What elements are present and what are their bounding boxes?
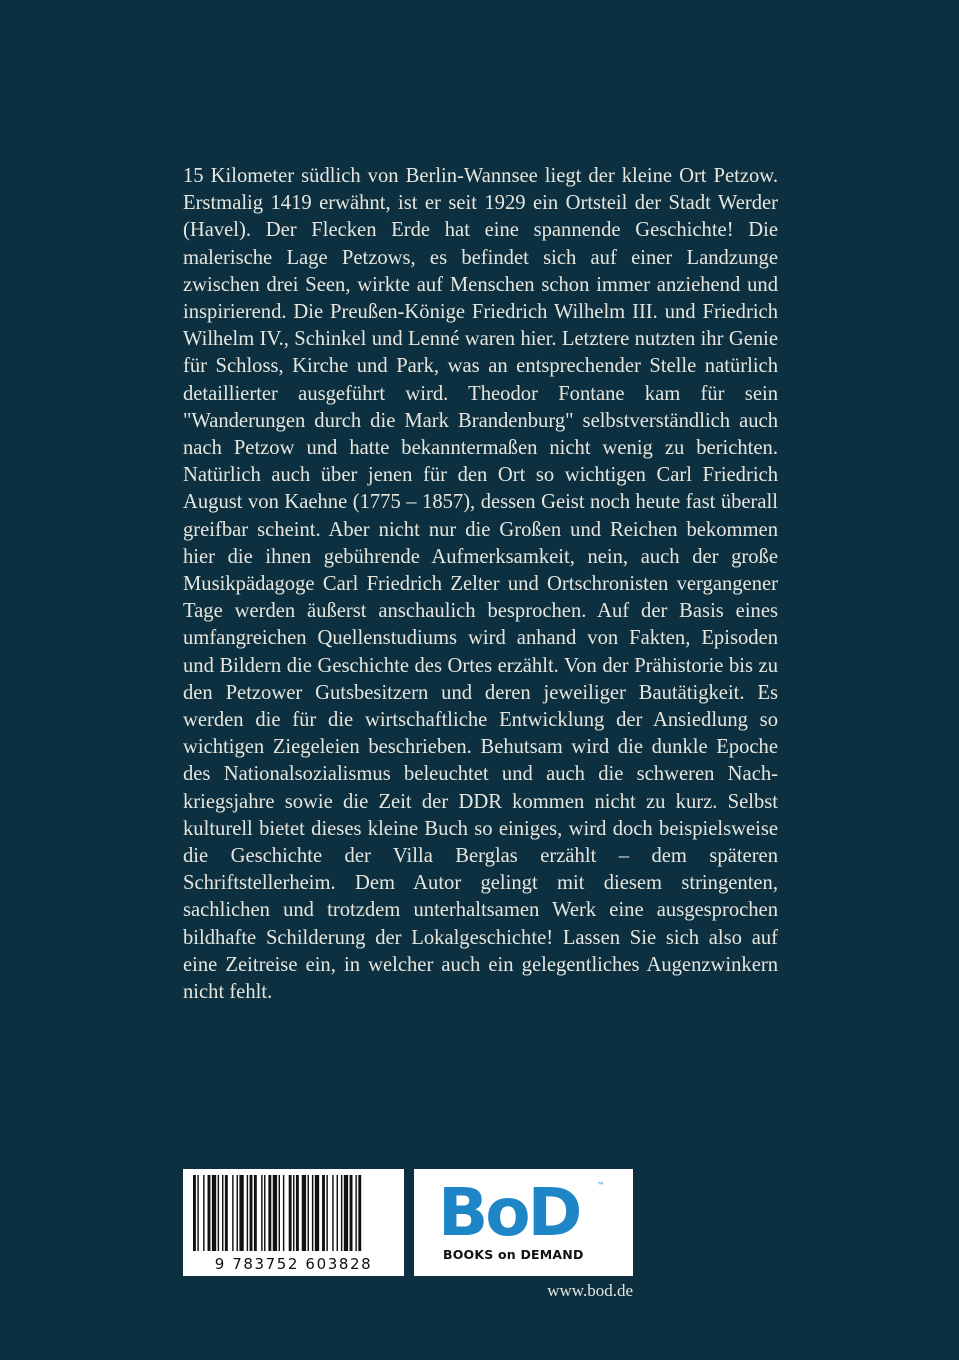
- barcode-bar: [315, 1175, 319, 1251]
- barcode-bar: [341, 1175, 342, 1251]
- back-cover-blurb: 15 Kilometer südlich von Berlin-Wannsee liegt der kleine Ort Petzow. Erstmalig 1419 erwähnt, ist er seit 1929 ein Ortsteil der Stadt Werder (Havel). Der Flecken Erde hat eine spannende Geschichte! Die malerische Lage Petzows, es befindet sich auf einer Landzunge zwischen drei Seen, wirkte auf Menschen schon immer anziehend und inspirierend. Die Preußen-Könige Friedrich Wilhelm III. und Friedrich Wilhelm IV., Schinkel und Lenné waren hier. Letztere nutzten ihr Genie für Schloss, Kirche und Park, was an entsprechender Stelle natürlich detaillierter ausgeführt wird. Theodor Fontane kam für sein "Wanderungen durch die Mark Brandenburg" selbstverständlich auch nach Petzow und hatte bekanntermaßen nicht wenig zu berichten. Natürlich auch über jenen für den Ort so wichtigen Carl Friedrich August von Kaehne (1775 – 1857), dessen Geist noch heute fast überall greifbar scheint. Aber nicht nur die Großen und Reichen bekommen hier die ihnen gebührende Aufmerksamkeit, nein, auch der große Musikpädagoge Carl Friedrich Zelter und Ortschronisten vergangener Tage werden äußerst anschaulich besprochen. Auf der Basis eines umfangreichen Quellenstudiums wird anhand von Fakten, Episoden und Bildern die Geschichte des Ortes erzählt. Von der Prähistorie bis zu den Petzower Gutsbesitzern und deren jeweiliger Bautätigkeit. Es werden die für die wirtschaftliche Entwicklung der Ansiedlung so wichtigen Ziegeleien beschrieben. Behutsam wird die dunkle Epoche des Nationalsozialismus beleuchtet und auch die schweren Nachkriegsjahre sowie die Zeit der DDR kommen nicht zu kurz. Selbst kulturell bietet dieses kleine Buch so einiges, wird doch beispielsweise die Geschichte der Villa Berglas erzählt – dem späteren Schriftstellerheim. Dem Autor gelingt mit diesem stringenten, sachlichen und trotzdem unterhaltsamen Werk eine ausgesprochen bildhafte Schilderung der Lokalgeschichte! Lassen Sie sich also auf eine Zeitreise ein, in welcher auch ein gelegentliches Augenzwinkern nicht fehlt.: [183, 165, 778, 1004]
- barcode-bar: [261, 1175, 262, 1251]
- barcode-bar: [350, 1175, 353, 1251]
- barcode-bar: [273, 1175, 277, 1251]
- barcode-bar: [326, 1175, 327, 1251]
- barcode-bar: [283, 1175, 284, 1251]
- barcode-bar: [239, 1175, 243, 1251]
- barcode-bar: [302, 1175, 306, 1251]
- barcode-bar: [355, 1175, 356, 1251]
- bod-logo-box: [414, 1169, 633, 1276]
- barcode-bar: [197, 1175, 198, 1251]
- publisher-url: www.bod.de: [547, 1281, 633, 1300]
- barcode-bar: [212, 1175, 216, 1251]
- barcode-bar: [322, 1175, 325, 1251]
- barcode-bar: [247, 1175, 248, 1251]
- barcode-bar: [203, 1175, 204, 1251]
- barcode-bars: [191, 1175, 396, 1251]
- barcode-bar: [232, 1175, 233, 1251]
- barcode-bar: [293, 1175, 294, 1251]
- barcode-bar: [296, 1175, 299, 1251]
- barcode-bar: [268, 1175, 271, 1251]
- barcode-bar: [225, 1175, 228, 1251]
- barcode-bar: [289, 1175, 292, 1251]
- barcode-bar: [254, 1175, 257, 1251]
- barcode-bar: [308, 1175, 309, 1251]
- barcode-bar: [358, 1175, 361, 1251]
- barcode-bar: [279, 1175, 280, 1251]
- trademark-symbol: ™: [597, 1181, 605, 1190]
- barcode-bar: [250, 1175, 253, 1251]
- barcode-bar: [264, 1175, 265, 1251]
- barcode-bar: [208, 1175, 211, 1251]
- barcode-bar: [312, 1175, 313, 1251]
- barcode-bar: [222, 1175, 223, 1251]
- barcode-bar: [218, 1175, 219, 1251]
- barcode-bar: [237, 1175, 238, 1251]
- isbn-number: 9 783752 603828: [214, 1255, 373, 1273]
- barcode-bar: [193, 1175, 196, 1251]
- bod-logo: BoD: [438, 1174, 580, 1251]
- barcode-bar: [337, 1175, 338, 1251]
- isbn-barcode: [183, 1169, 404, 1276]
- barcode-bar: [344, 1175, 348, 1251]
- bod-tagline: BOOKS on DEMAND: [443, 1247, 584, 1262]
- barcode-bar: [332, 1175, 333, 1251]
